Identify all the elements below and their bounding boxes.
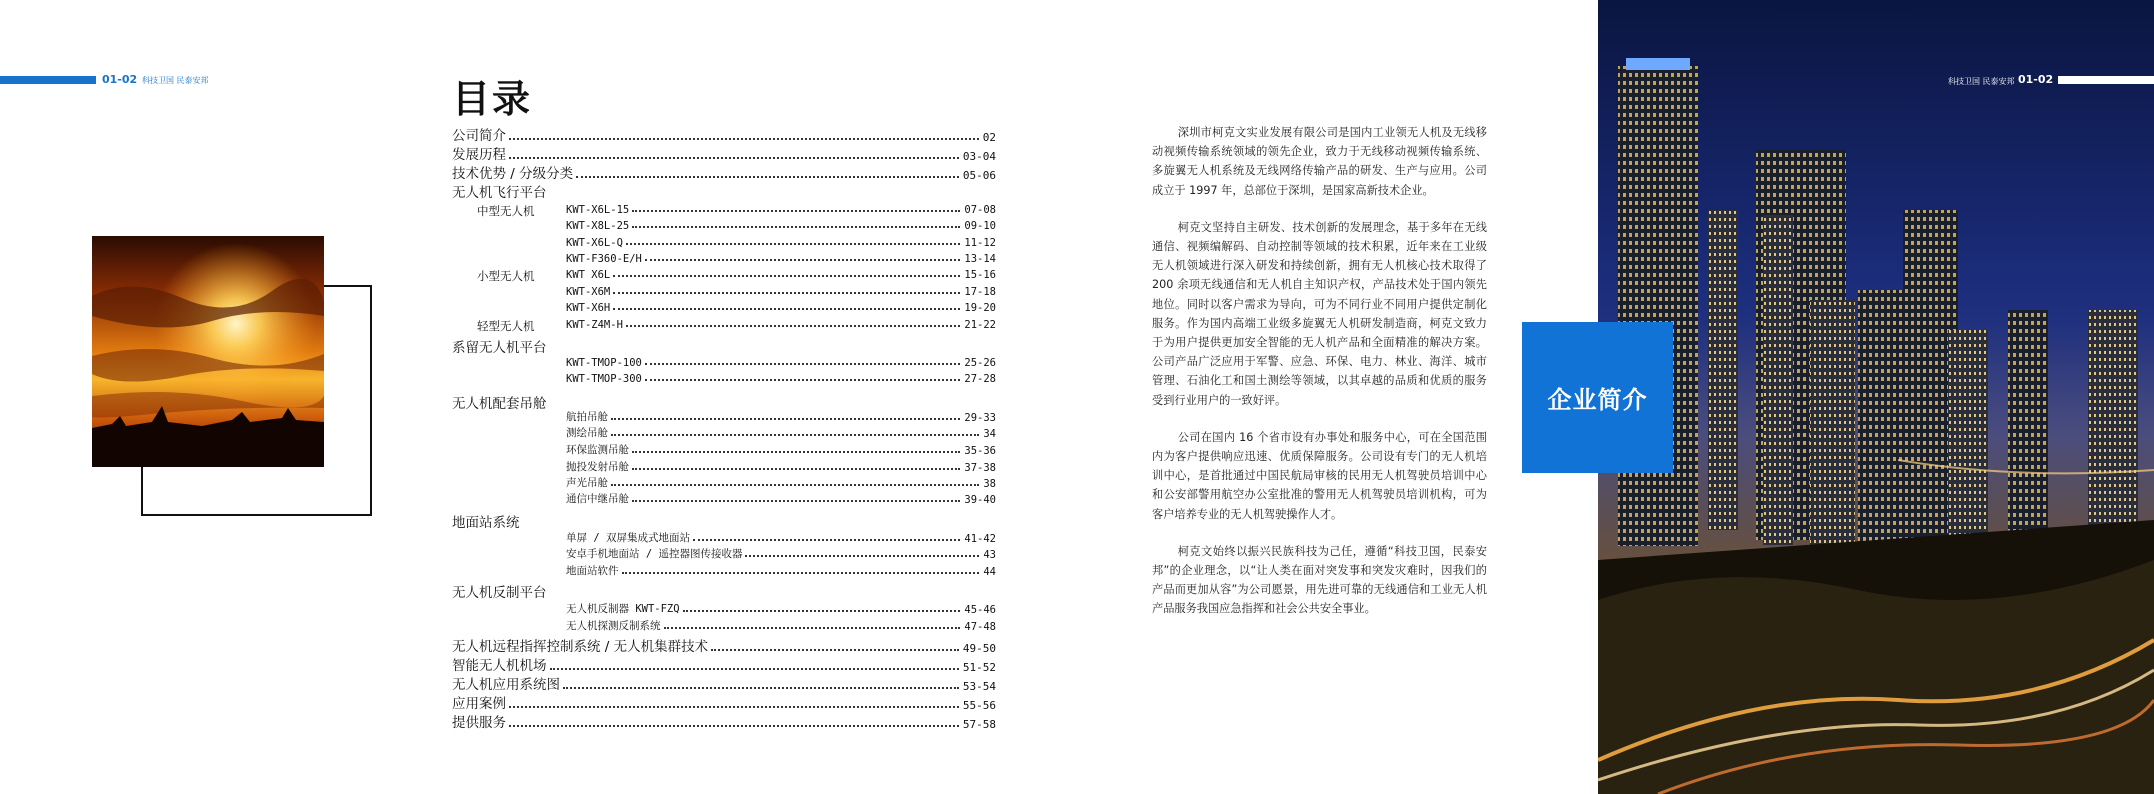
toc-entry-page: 02 [982, 131, 996, 144]
toc-entry [566, 425, 996, 440]
toc-entry-label: KWT-X6L-15 [566, 204, 630, 216]
toc-entry [452, 654, 996, 674]
toc-entry-label: KWT-X6M [566, 286, 611, 298]
toc-entry-page: 34 [983, 428, 996, 440]
toc-entry-page: 47-48 [964, 621, 996, 633]
toc-entry-label: 公司简介 [452, 128, 506, 144]
toc-entry-label: 技术优势 / 分级分类 [452, 166, 574, 182]
toc-entry [566, 491, 996, 506]
toc-entry [566, 302, 996, 314]
toc-leader-dots [611, 484, 979, 486]
toc-entry-label: KWT X6L [566, 269, 611, 281]
toc-entry-label: 地面站软件 [566, 565, 619, 577]
toc-leader-dots [632, 500, 960, 502]
toc-entry-label: 提供服务 [452, 715, 506, 731]
toc-leader-dots [632, 468, 960, 470]
right-page-number: 01-02 [2018, 73, 2054, 86]
toc-entry-label: 抛投发射吊舱 [566, 461, 629, 473]
toc-entry [566, 269, 996, 281]
toc-leader-dots [613, 275, 960, 277]
toc-leader-dots [664, 627, 961, 629]
toc-entry [452, 711, 996, 731]
toc-leader-dots [509, 725, 959, 727]
toc-leader-dots [622, 572, 980, 574]
toc-category: 中型无人机 [477, 204, 535, 218]
toc-leader-dots [645, 363, 961, 365]
toc-entry [566, 220, 996, 232]
toc-entry-page: 15-16 [964, 269, 996, 281]
toc-entry-page: 39-40 [964, 494, 996, 506]
left-accent-bar [0, 76, 96, 84]
toc-entry-page: 09-10 [964, 220, 996, 232]
toc-title: 目录 [452, 77, 533, 121]
toc-entry-label: 声光吊舱 [566, 477, 608, 489]
toc-entry-label: KWT-Z4M-H [566, 319, 623, 331]
toc-entry-label: 无人机反制器 KWT-FZQ [566, 603, 680, 615]
toc-entry-page: 17-18 [964, 286, 996, 298]
toc-leader-dots [563, 687, 959, 689]
toc-category: 小型无人机 [477, 269, 535, 283]
toc-entry-page: 51-52 [962, 661, 996, 674]
toc-leader-dots [613, 308, 960, 310]
toc-entry-page: 45-46 [964, 604, 996, 616]
toc-entry-label: 地面站系统 [452, 515, 520, 531]
toc-entry [566, 253, 996, 265]
toc-entry-page: 03-04 [962, 150, 996, 163]
toc-entry-label: 安卓手机地面站 / 遥控器图传接收器 [566, 548, 743, 560]
toc-entry-label: 环保监测吊舱 [566, 444, 629, 456]
toc-entry-label: 智能无人机机场 [452, 658, 547, 674]
toc-leader-dots [645, 259, 961, 261]
toc-leader-dots [711, 649, 959, 651]
toc-entry-label: 发展历程 [452, 147, 506, 163]
toc-entry [566, 475, 996, 490]
toc-entry [566, 530, 996, 545]
toc-entry-page: 55-56 [962, 699, 996, 712]
left-page-number: 01-02 [102, 73, 138, 86]
toc-leader-dots [509, 706, 959, 708]
toc-entry [566, 237, 996, 249]
toc-entry-page: 27-28 [964, 373, 996, 385]
toc-entry [452, 143, 996, 163]
toc-leader-dots [693, 539, 960, 541]
toc-entry-page: 21-22 [964, 319, 996, 331]
right-slogan: 科技卫国 民泰安邦 [1948, 77, 2015, 86]
toc-entry-page: 57-58 [962, 718, 996, 731]
toc-entry-page: 38 [983, 478, 996, 490]
toc-leader-dots [632, 210, 960, 212]
toc-section [452, 511, 996, 531]
toc-entry [566, 204, 996, 216]
toc-entry-page: 44 [983, 566, 996, 578]
toc-entry-label: 无人机应用系统图 [452, 677, 560, 693]
toc-entry-label: 应用案例 [452, 696, 506, 712]
toc-section [452, 181, 996, 201]
toc-entry [566, 459, 996, 474]
toc-leader-dots [509, 138, 979, 140]
toc-entry-label: KWT-X6H [566, 302, 611, 314]
toc-leader-dots [550, 668, 959, 670]
toc-leader-dots [626, 325, 960, 327]
toc-entry-label: 航拍吊舱 [566, 411, 608, 423]
toc-entry-label: 无人机远程指挥控制系统 / 无人机集群技术 [452, 639, 709, 655]
toc-leader-dots [576, 176, 959, 178]
toc-entry-page: 07-08 [964, 204, 996, 216]
toc-leader-dots [632, 226, 960, 228]
section-badge: 企业简介 [1522, 322, 1673, 473]
toc-entry [566, 618, 996, 633]
toc-entry-label: KWT-TMOP-100 [566, 357, 642, 369]
toc-section [452, 336, 996, 356]
toc-entry [566, 546, 996, 561]
toc-entry-label: KWT-X6L-Q [566, 237, 623, 249]
toc-leader-dots [509, 157, 959, 159]
toc-entry [566, 373, 996, 385]
toc-leader-dots [613, 292, 960, 294]
intro-paragraph: 柯克文坚持自主研发、技术创新的发展理念，基于多年在无线通信、视频编解码、自动控制等领域的技术积累，近年来在工业级无人机领域进行深入研发和持续创新，拥有无人机核心技术取得了 200 余项无线通信和无人机自主知识产权，产品技术处于国内领先地位。同时以客户需求为导向，可为不同行业不同用户提供定制化服务。作为国内高端工业级多旋翼无人机研发制造商，柯克文致力于为用户提供更加安全智能的无人机产品和全面精准的解决方案。公司产品广泛应用于军警、应急、环保、电力、林业、海洋、城市管理、石油化工和国土测绘等领域，以其卓越的品质和优质的服务受到行业用户的一致好评。 [1152, 220, 1487, 407]
sunset-photo [92, 236, 324, 467]
toc-entry-label: KWT-X8L-25 [566, 220, 630, 232]
toc-entry-page: 19-20 [964, 302, 996, 314]
toc-entry [566, 563, 996, 578]
toc-entry-label: 测绘吊舱 [566, 427, 608, 439]
toc-entry-page: 05-06 [962, 169, 996, 182]
toc-entry [566, 319, 996, 331]
toc-entry-page: 29-33 [964, 412, 996, 424]
toc-entry-page: 11-12 [964, 237, 996, 249]
toc-entry-label: KWT-F360-E/H [566, 253, 642, 265]
toc-entry-page: 41-42 [964, 533, 996, 545]
toc-entry-label: 无人机反制平台 [452, 585, 547, 601]
left-slogan: 科技卫国 民泰安邦 [142, 76, 209, 85]
toc-entry-page: 53-54 [962, 680, 996, 693]
toc-entry [566, 409, 996, 424]
toc-section [452, 581, 996, 601]
right-accent-bar [2058, 76, 2154, 84]
intro-paragraph: 公司在国内 16 个省市设有办事处和服务中心，可在全国范围内为客户提供响应迅速、优质保障服务。公司设有专门的无人机培训中心，是首批通过中国民航局审核的民用无人机驾驶员培训中心和公安部警用航空办公室批准的警用无人机驾驶员培训机构，可为客户培养专业的无人机驾驶操作人才。 [1152, 430, 1487, 521]
intro-paragraph: 柯克文始终以振兴民族科技为己任，遵循“科技卫国，民泰安邦”的企业理念，以“让人类在面对突发事和突发灾难时，因我们的产品而更加从容”为公司愿景，用先进可靠的无线通信和工业无人机产品服务我国应急指挥和社会公共安全事业。 [1152, 544, 1487, 616]
toc-entry [452, 692, 996, 712]
toc-leader-dots [683, 610, 961, 612]
toc-entry-label: 系留无人机平台 [452, 340, 547, 356]
toc-leader-dots [645, 379, 961, 381]
toc-entry-page: 35-36 [964, 445, 996, 457]
city-night-photo [1598, 0, 2154, 794]
toc-entry-label: KWT-TMOP-300 [566, 373, 642, 385]
toc-entry-label: 无人机飞行平台 [452, 185, 547, 201]
toc-leader-dots [745, 555, 979, 557]
company-intro [1152, 123, 1487, 637]
toc-entry-label: 无人机配套吊舱 [452, 396, 547, 412]
toc-entry [452, 673, 996, 693]
toc-leader-dots [611, 434, 979, 436]
toc-entry [452, 124, 996, 144]
toc-entry-label: 单屏 / 双屏集成式地面站 [566, 532, 690, 544]
toc-entry-page: 49-50 [962, 642, 996, 655]
toc-entry-page: 43 [983, 549, 996, 561]
toc-entry [452, 162, 996, 182]
toc-entry-label: 通信中继吊舱 [566, 493, 629, 505]
toc-entry-page: 25-26 [964, 357, 996, 369]
intro-paragraph: 深圳市柯克文实业发展有限公司是国内工业领无人机及无线移动视频传输系统领域的领先企业，致力于无线移动视频传输系统、多旋翼无人机系统及无线网络传输产品的研发、生产与应用。公司成立于 1997 年，总部位于深圳，是国家高新技术企业。 [1152, 126, 1487, 197]
toc-entry [452, 635, 996, 655]
toc-entry-label: 无人机探测反制系统 [566, 620, 661, 632]
toc-category: 轻型无人机 [477, 319, 535, 333]
toc-entry [566, 442, 996, 457]
toc-entry [566, 286, 996, 298]
toc-leader-dots [626, 243, 960, 245]
toc-entry [566, 357, 996, 369]
toc-entry-page: 13-14 [964, 253, 996, 265]
toc-entry [566, 601, 996, 616]
toc-leader-dots [632, 451, 960, 453]
toc-leader-dots [611, 418, 960, 420]
toc-entry-page: 37-38 [964, 462, 996, 474]
